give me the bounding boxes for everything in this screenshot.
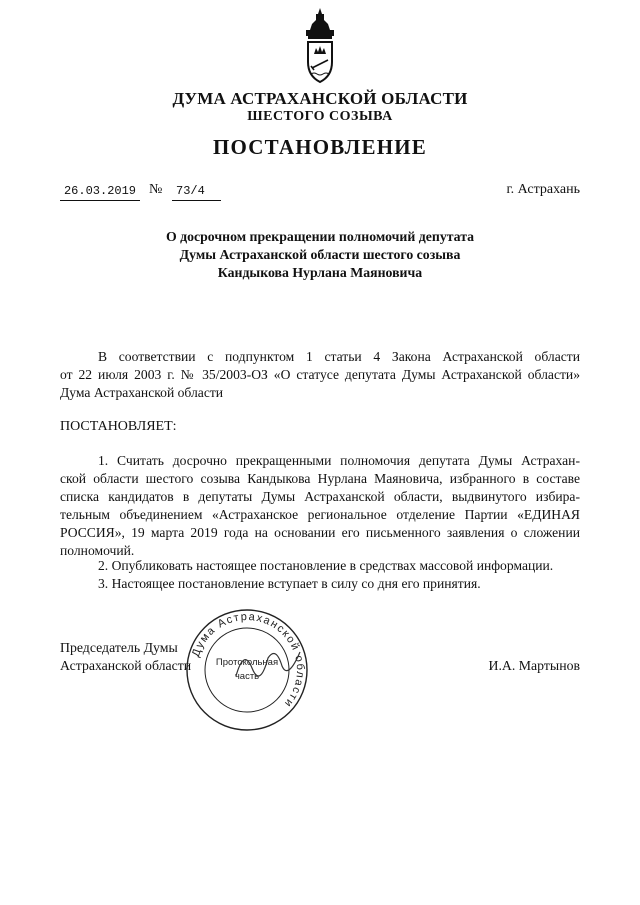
document-number: 73/4 bbox=[172, 183, 221, 201]
organization-name: ДУМА АСТРАХАНСКОЙ ОБЛАСТИ bbox=[172, 89, 468, 108]
item-1-line-4: тельным объединением «Астраханское региональное отделение Партии «ЕДИНАЯ bbox=[60, 507, 580, 522]
resolves-heading: ПОСТАНОВЛЯЕТ: bbox=[60, 419, 177, 434]
preamble-line-3: Дума Астраханской области bbox=[60, 385, 224, 400]
preamble-line-2: от 22 июля 2003 г. № 35/2003-ОЗ «О статусе депутата Думы Астраханской области» bbox=[60, 367, 580, 382]
stamp-ring-text: Дума Астраханской области bbox=[189, 610, 307, 711]
item-1-line-5: РОССИЯ», 19 марта 2019 года на основании его письменного заявления о сложении bbox=[60, 525, 580, 540]
signatory-name: И.А. Мартынов bbox=[488, 658, 580, 673]
stamp-center-line-1: Протокольная bbox=[215, 657, 279, 668]
signature-position-line-1: Председатель Думы bbox=[60, 640, 178, 655]
preamble-line-1: В соответствии с подпунктом 1 статьи 4 Закона Астраханской области bbox=[98, 349, 580, 364]
item-1-line-2: ской области шестого созыва Кандыкова Нурлана Маяновича, избранного в составе bbox=[60, 471, 580, 486]
title-line-1: О досрочном прекращении полномочий депутата bbox=[165, 229, 475, 244]
city: г. Астрахань bbox=[506, 182, 580, 197]
item-1-line-1: 1. Считать досрочно прекращенными полномочия депутата Думы Астрахан- bbox=[98, 453, 580, 468]
number-sign: № bbox=[149, 182, 163, 197]
signature-position-line-2: Астраханской области bbox=[60, 658, 192, 673]
document-type: ПОСТАНОВЛЕНИЕ bbox=[212, 135, 428, 159]
document-date: 26.03.2019 bbox=[60, 183, 140, 201]
convocation: ШЕСТОГО СОЗЫВА bbox=[247, 109, 393, 124]
item-3: 3. Настоящее постановление вступает в силу со дня его принятия. bbox=[98, 576, 481, 591]
item-1-line-3: списка кандидатов в депутаты Думы Астраханской области, выдвинутого избира- bbox=[60, 489, 580, 504]
astrakhan-coat-of-arms-icon bbox=[300, 6, 340, 86]
handwritten-signature bbox=[230, 628, 310, 688]
item-1-line-6: полномочий. bbox=[60, 543, 135, 558]
item-2: 2. Опубликовать настоящее постановление в средствах массовой информации. bbox=[98, 558, 554, 573]
title-line-2: Думы Астраханской области шестого созыва bbox=[179, 247, 461, 262]
title-line-3: Кандыкова Нурлана Маяновича bbox=[217, 265, 423, 280]
stamp-center-line-2: часть bbox=[234, 671, 260, 682]
